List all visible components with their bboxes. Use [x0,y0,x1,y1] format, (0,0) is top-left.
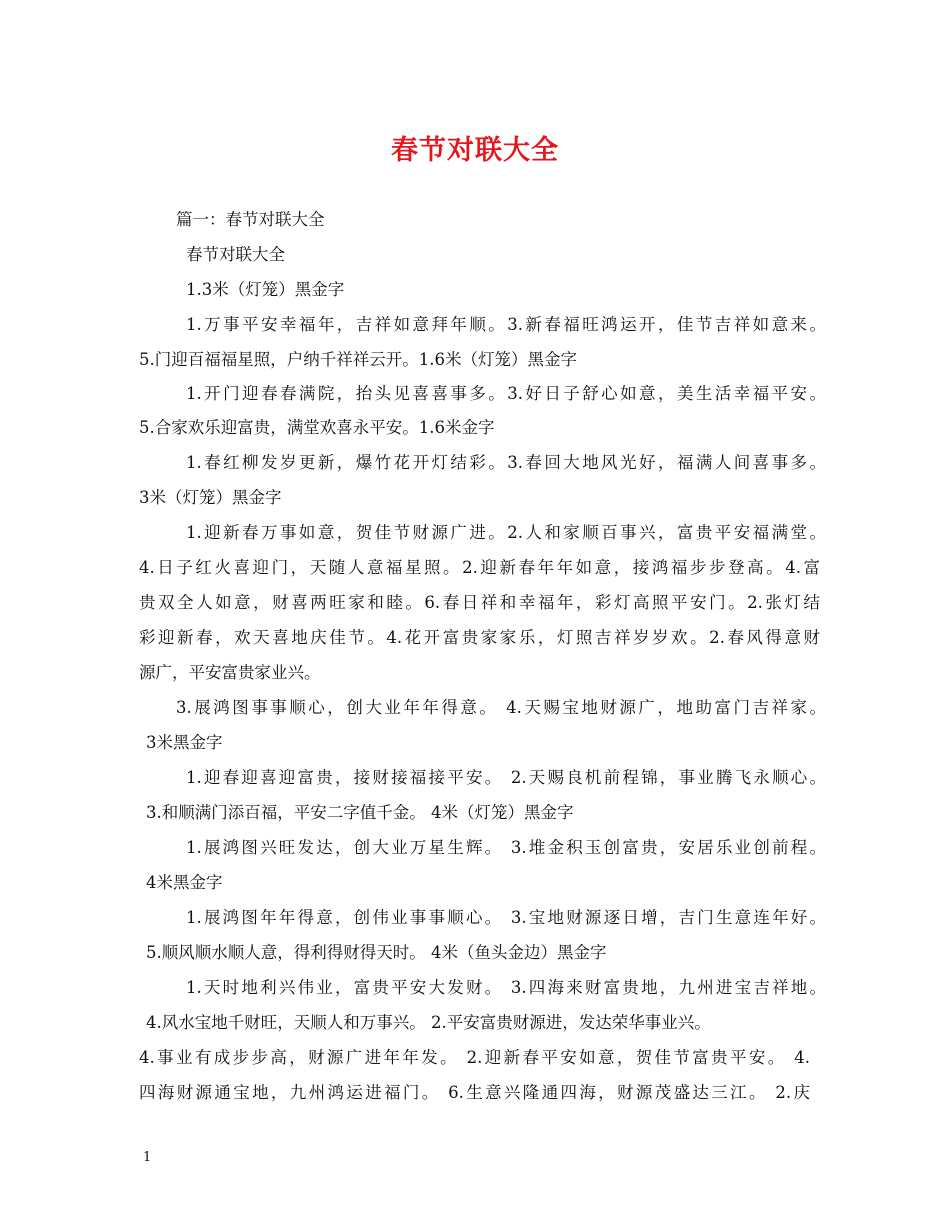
text-line: 彩迎新春，欢天喜地庆佳节。4.花开富贵家家乐，灯照吉祥岁岁欢。2.春风得意财 [139,628,820,647]
text-line: 1.春红柳发岁更新，爆竹花开灯结彩。3.春回大地风光好，福满人间喜事多。 [186,453,826,472]
text-line: 5.顺风顺水顺人意，得利得财得天时。 4米（鱼头金边）黑金字 [146,943,607,962]
text-line: 四海财源通宝地，九州鸿运进福门。 6.生意兴隆通四海，财源茂盛达三江。 2.庆 [139,1083,810,1102]
text-line: 1.展鸿图兴旺发达，创大业万星生辉。 3.堆金积玉创富贵，安居乐业创前程。 [186,838,826,857]
text-line: 4.风水宝地千财旺，天顺人和万事兴。 2.平安富贵财源进，发达荣华事业兴。 [146,1013,711,1032]
text-line: 5.合家欢乐迎富贵，满堂欢喜永平安。1.6米金字 [139,418,495,437]
text-line: 4.事业有成步步高，财源广进年年发。 2.迎新春平安如意，贺佳节富贵平安。 4. [139,1048,810,1067]
text-line: 源广，平安富贵家业兴。 [139,663,321,682]
page-number: 1 [143,1150,152,1165]
text-line: 篇一：春节对联大全 [176,210,325,229]
text-line: 3米（灯笼）黑金字 [139,488,282,507]
text-line: 1.天时地利兴伟业，富贵平安大发财。 3.四海来财富贵地，九州进宝吉祥地。 [186,978,826,997]
text-line: 4米黑金字 [146,873,223,892]
text-line: 1.开门迎春春满院，抬头见喜喜事多。3.好日子舒心如意，美生活幸福平安。 [186,384,826,403]
text-line: 1.展鸿图年年得意，创伟业事事顺心。 3.宝地财源逐日增，吉门生意连年好。 [186,908,826,927]
text-line: 1.万事平安幸福年，吉祥如意拜年顺。3.新春福旺鸿运开，佳节吉祥如意来。 [186,315,826,334]
text-line: 3.和顺满门添百福，平安二字值千金。 4米（灯笼）黑金字 [146,803,574,822]
text-line: 1.迎新春万事如意，贺佳节财源广进。2.人和家顺百事兴，富贵平安福满堂。 [186,523,826,542]
text-line: 1.迎春迎喜迎富贵，接财接福接平安。 2.天赐良机前程锦，事业腾飞永顺心。 [186,768,826,787]
document-title: 春节对联大全 [391,135,559,166]
text-line: 5.门迎百福福星照，户纳千祥祥云开。1.6米（灯笼）黑金字 [139,350,577,369]
text-line: 4.日子红火喜迎门，天随人意福星照。2.迎新春年年如意，接鸿福步步登高。4.富 [139,558,820,577]
text-line: 3米黑金字 [146,733,223,752]
text-line: 贵双全人如意，财喜两旺家和睦。6.春日祥和幸福年，彩灯高照平安门。2.张灯结 [139,593,820,612]
text-line: 春节对联大全 [186,245,285,264]
text-line: 1.3米（灯笼）黑金字 [186,280,345,299]
text-line: 3.展鸿图事事顺心，创大业年年得意。 4.天赐宝地财源广，地助富门吉祥家。 [176,698,826,717]
